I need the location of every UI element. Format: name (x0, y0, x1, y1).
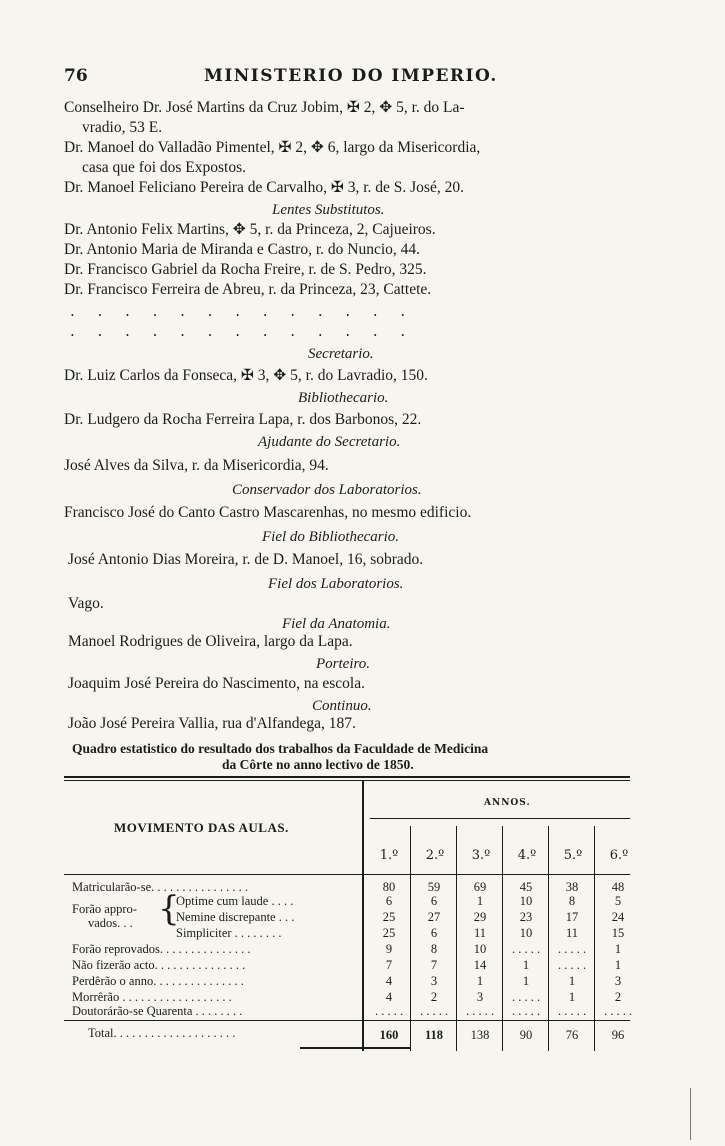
year-header: 6.º (609, 848, 629, 863)
section-heading: Fiel da Anatomia. (282, 616, 391, 632)
table-cell: 3 (430, 974, 438, 988)
text-line: casa que foi dos Expostos. (82, 159, 247, 176)
row-label: Forão reprovados. . . . . . . . . . . . . . . (72, 942, 251, 956)
table-cell: 5 (614, 894, 622, 908)
text-line: Dr. Francisco Ferreira de Abreu, r. da Princeza, 23, Cattete. (64, 281, 432, 298)
text-line: Manoel Rodrigues de Oliveira, largo da Lapa. (68, 633, 353, 650)
section-heading: Continuo. (312, 698, 372, 714)
annos-rule (370, 818, 630, 819)
year-header: 4.º (517, 848, 537, 863)
table-cell: 10 (519, 926, 533, 940)
year-header: 2.º (425, 848, 445, 863)
row-label: Doutorárão-se Quarenta . . . . . . . . (72, 1004, 243, 1018)
column-divider (362, 781, 364, 1051)
table-cell: 27 (427, 910, 441, 924)
group-label: vados. . . (88, 916, 133, 930)
section-heading: Secretario. (308, 346, 374, 362)
total-cell: 76 (565, 1028, 579, 1042)
table-cell: 4 (385, 974, 393, 988)
text-line: Dr. Antonio Felix Martins, ✥ 5, r. da Princeza, 2, Cajueiros. (64, 221, 436, 238)
table-cell: . . . . . (557, 958, 587, 972)
table-cell: . . . . . (557, 942, 587, 956)
year-header: 1.º (379, 848, 399, 863)
text-line: José Antonio Dias Moreira, r. de D. Manoel, 16, sobrado. (68, 551, 424, 568)
table-cell: . . . . . (465, 1004, 495, 1018)
table-cell: . . . . . (557, 1004, 587, 1018)
row-label: Perdêrão o anno. . . . . . . . . . . . . . . (72, 974, 244, 988)
table-cell: 10 (473, 942, 487, 956)
text-line: Dr. Antonio Maria de Miranda e Castro, r. do Nuncio, 44. (64, 241, 421, 258)
table-cell: 11 (473, 926, 487, 940)
section-heading: Conservador dos Laboratorios. (232, 482, 422, 498)
section-heading: Lentes Substitutos. (272, 202, 385, 218)
table-cell: . . . . . (603, 1004, 633, 1018)
text-line: Vago. (68, 595, 104, 612)
brace-icon: { (158, 889, 180, 929)
table-cell: 6 (385, 894, 393, 908)
row-label: Nemine discrepante . . . (176, 910, 295, 924)
total-label: Total. . . . . . . . . . . . . . . . . . . . (88, 1026, 236, 1040)
table-cell: 25 (382, 926, 396, 940)
text-line: Dr. Francisco Gabriel da Rocha Freire, r. de S. Pedro, 325. (64, 261, 427, 278)
table-cell: 1 (614, 958, 622, 972)
ellipsis-line: . . . . . . . . . . . . . (70, 322, 415, 340)
margin-mark (690, 1088, 691, 1140)
table-cell: 29 (473, 910, 487, 924)
section-heading: Ajudante do Secretario. (258, 434, 401, 450)
table-cell: . . . . . (374, 1004, 404, 1018)
ellipsis-line: . . . . . . . . . . . . . (70, 302, 415, 320)
text-line: Conselheiro Dr. José Martins da Cruz Jobim, ✠ 2, ✥ 5, r. do La- (64, 99, 465, 116)
row-label: Matricularão-se. . . . . . . . . . . . . . . . (72, 880, 249, 894)
page-number: 76 (64, 66, 88, 86)
total-cell: 90 (519, 1028, 533, 1042)
table-bottom-rule (300, 1047, 410, 1049)
total-cell: 96 (611, 1028, 625, 1042)
table-cell: 59 (427, 880, 441, 894)
table-title-line-1: Quadro estatistico do resultado dos trabalhos da Faculdade de Medicina (72, 741, 489, 756)
table-cell: 10 (519, 894, 533, 908)
table-cell: 15 (611, 926, 625, 940)
row-label: Simpliciter . . . . . . . . (176, 926, 282, 940)
table-cell: 6 (430, 926, 438, 940)
table-header-movimento: MOVIMENTO DAS AULAS. (114, 820, 289, 835)
table-cell: 4 (385, 990, 393, 1004)
table-cell: . . . . . (511, 942, 541, 956)
section-heading: Porteiro. (316, 656, 371, 672)
table-cell: . . . . . (511, 990, 541, 1004)
table-cell: 23 (519, 910, 533, 924)
table-cell: 24 (611, 910, 625, 924)
section-heading: Fiel do Bibliothecario. (262, 529, 400, 545)
table-cell: 1 (522, 974, 530, 988)
total-cell: 160 (379, 1028, 399, 1042)
total-cell: 118 (424, 1028, 444, 1042)
table-cell: 1 (568, 974, 576, 988)
section-heading: Fiel dos Laboratorios. (268, 576, 404, 592)
table-top-rule (64, 776, 630, 778)
table-cell: 7 (430, 958, 438, 972)
table-cell: 45 (519, 880, 533, 894)
section-heading: Bibliothecario. (298, 390, 389, 406)
page-header (64, 66, 644, 90)
table-cell: 3 (476, 990, 484, 1004)
table-cell: 25 (382, 910, 396, 924)
text-line: Joaquim José Pereira do Nascimento, na escola. (68, 675, 365, 692)
table-cell: 1 (476, 974, 484, 988)
text-line: José Alves da Silva, r. da Misericordia, 94. (64, 457, 329, 474)
text-line: Dr. Manoel Feliciano Pereira de Carvalho, ✠ 3, r. de S. José, 20. (64, 179, 464, 196)
total-rule (64, 1020, 630, 1021)
table-cell: 7 (385, 958, 393, 972)
table-cell: 6 (430, 894, 438, 908)
table-cell: 8 (430, 942, 438, 956)
row-label: Não fizerão acto. . . . . . . . . . . . . . . (72, 958, 246, 972)
text-line: Francisco José do Canto Castro Mascarenhas, no mesmo edificio. (64, 504, 472, 521)
total-cell: 138 (470, 1028, 490, 1042)
table-cell: 11 (565, 926, 579, 940)
table-cell: 9 (385, 942, 393, 956)
year-header: 3.º (471, 848, 491, 863)
table-cell: 17 (565, 910, 579, 924)
table-cell: 69 (473, 880, 487, 894)
table-cell: 38 (565, 880, 579, 894)
table-header-rule (64, 874, 630, 875)
table-cell: 2 (430, 990, 438, 1004)
table-cell: 1 (522, 958, 530, 972)
table-title-line-2: da Côrte no anno lectivo de 1850. (222, 757, 414, 772)
table-cell: 1 (568, 990, 576, 1004)
row-label: Optime cum laude . . . . (176, 894, 294, 908)
table-cell: 1 (476, 894, 484, 908)
table-cell: 14 (473, 958, 487, 972)
table-cell: 3 (614, 974, 622, 988)
table-cell: 8 (568, 894, 576, 908)
text-line: João José Pereira Vallia, rua d'Alfandega, 187. (68, 715, 356, 732)
annos-label: ANNOS. (484, 798, 531, 808)
table-cell: 80 (382, 880, 396, 894)
row-label: Morrêrão . . . . . . . . . . . . . . . . . . (72, 990, 232, 1004)
table-cell: 48 (611, 880, 625, 894)
year-header: 5.º (563, 848, 583, 863)
table-top-rule-thin (64, 780, 630, 781)
text-line: Dr. Ludgero da Rocha Ferreira Lapa, r. dos Barbonos, 22. (64, 411, 422, 428)
text-line: vradio, 53 E. (82, 119, 163, 136)
table-cell: 2 (614, 990, 622, 1004)
text-line: Dr. Luiz Carlos da Fonseca, ✠ 3, ✥ 5, r. do Lavradio, 150. (64, 367, 428, 384)
table-cell: . . . . . (419, 1004, 449, 1018)
text-line: Dr. Manoel do Valladão Pimentel, ✠ 2, ✥ 6, largo da Misericordia, (64, 139, 481, 156)
table-cell: . . . . . (511, 1004, 541, 1018)
group-label: Forão appro- (72, 902, 137, 916)
table-cell: 1 (614, 942, 622, 956)
running-title: MINISTERIO DO IMPERIO. (204, 66, 498, 86)
